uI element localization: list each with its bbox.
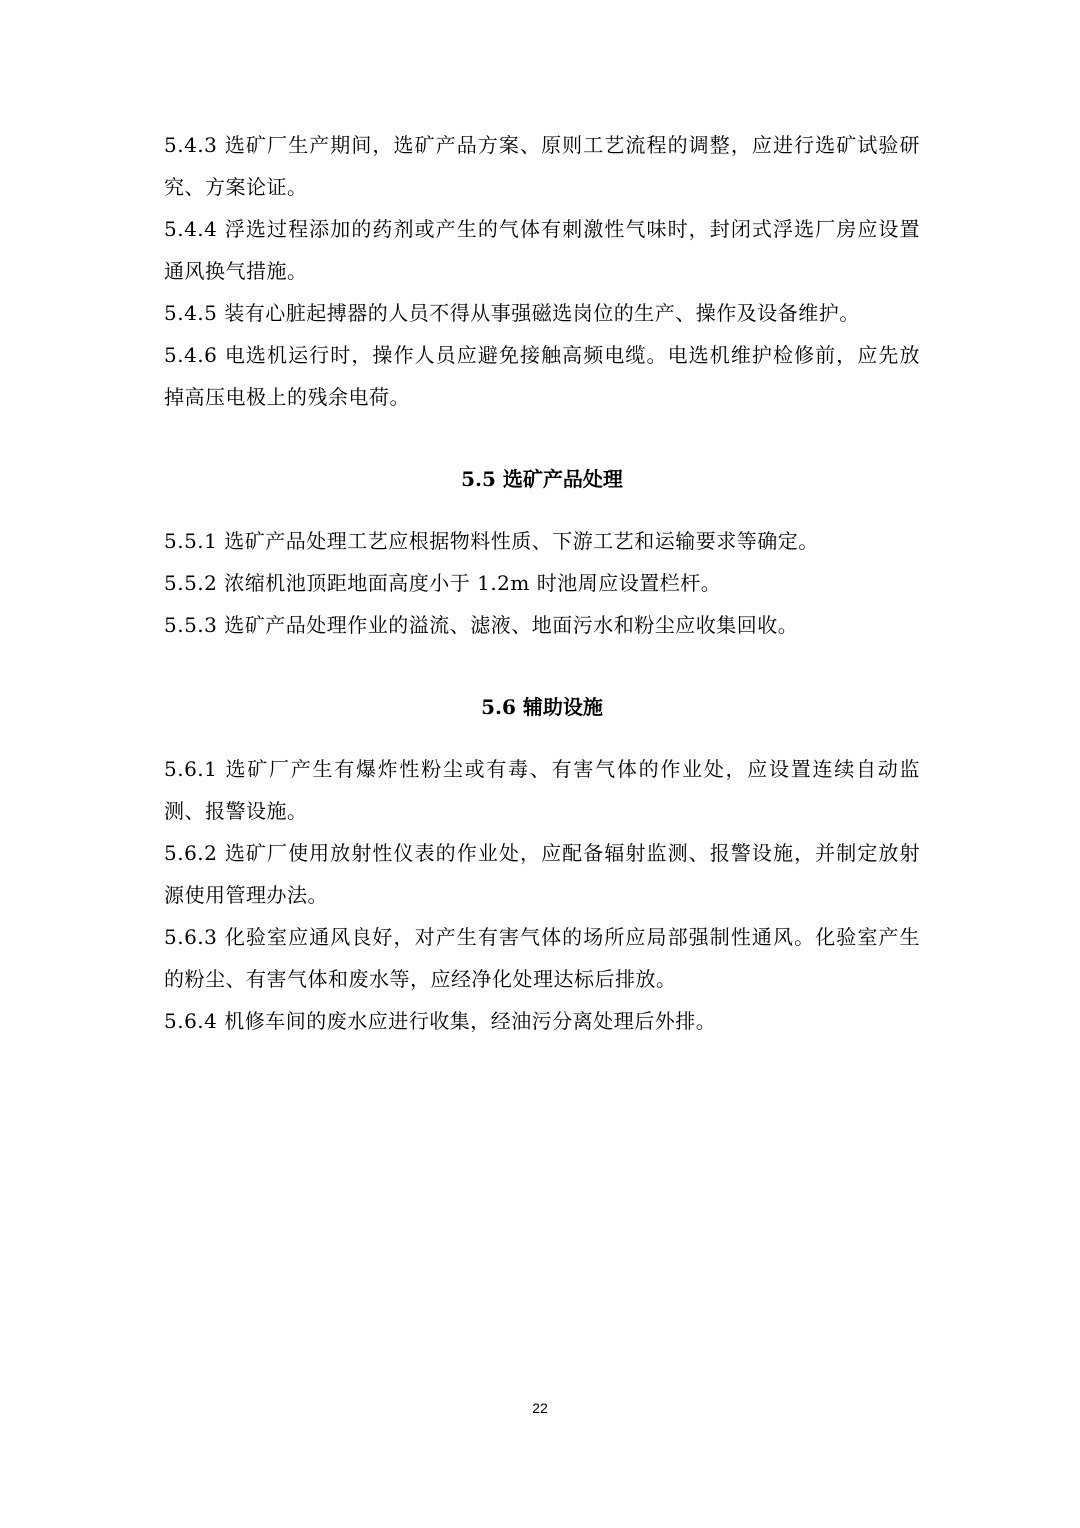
clause-5-6-3: 5.6.3 化验室应通风良好，对产生有害气体的场所应局部强制性通风。化验室产生的粉尘、有害气体和废水等，应经净化处理达标后排放。 <box>164 925 920 991</box>
clause-5-4-3: 5.4.3 选矿厂生产期间，选矿产品方案、原则工艺流程的调整，应进行选矿试验研究、方案论证。 <box>164 133 920 199</box>
section-heading-5-6: 5.6 辅助设施 <box>481 695 603 719</box>
clause-5-6-1: 5.6.1 选矿厂产生有爆炸性粉尘或有毒、有害气体的作业处，应设置连续自动监测、报警设施。 <box>164 757 920 823</box>
clause-5-5-2: 5.5.2 浓缩机池顶距地面高度小于 1.2m 时池周应设置栏杆。 <box>164 571 722 595</box>
clause-5-6-4: 5.6.4 机修车间的废水应进行收集，经油污分离处理后外排。 <box>164 1009 717 1033</box>
clause-5-6-2: 5.6.2 选矿厂使用放射性仪表的作业处，应配备辐射监测、报警设施，并制定放射源使用管理办法。 <box>164 841 920 907</box>
clause-5-4-6: 5.4.6 电选机运行时，操作人员应避免接触高频电缆。电选机维护检修前，应先放掉高压电极上的残余电荷。 <box>164 343 920 409</box>
clause-5-5-1: 5.5.1 选矿产品处理工艺应根据物料性质、下游工艺和运输要求等确定。 <box>164 529 819 553</box>
page-number: 22 <box>532 1400 548 1416</box>
clause-5-4-5: 5.4.5 装有心脏起搏器的人员不得从事强磁选岗位的生产、操作及设备维护。 <box>164 301 860 325</box>
clause-5-4-4: 5.4.4 浮选过程添加的药剂或产生的气体有刺激性气味时，封闭式浮选厂房应设置通风换气措施。 <box>164 217 920 283</box>
page-content <box>164 124 920 1042</box>
clause-5-5-3: 5.5.3 选矿产品处理作业的溢流、滤液、地面污水和粉尘应收集回收。 <box>164 613 799 637</box>
section-heading-5-5: 5.5 选矿产品处理 <box>461 467 623 491</box>
